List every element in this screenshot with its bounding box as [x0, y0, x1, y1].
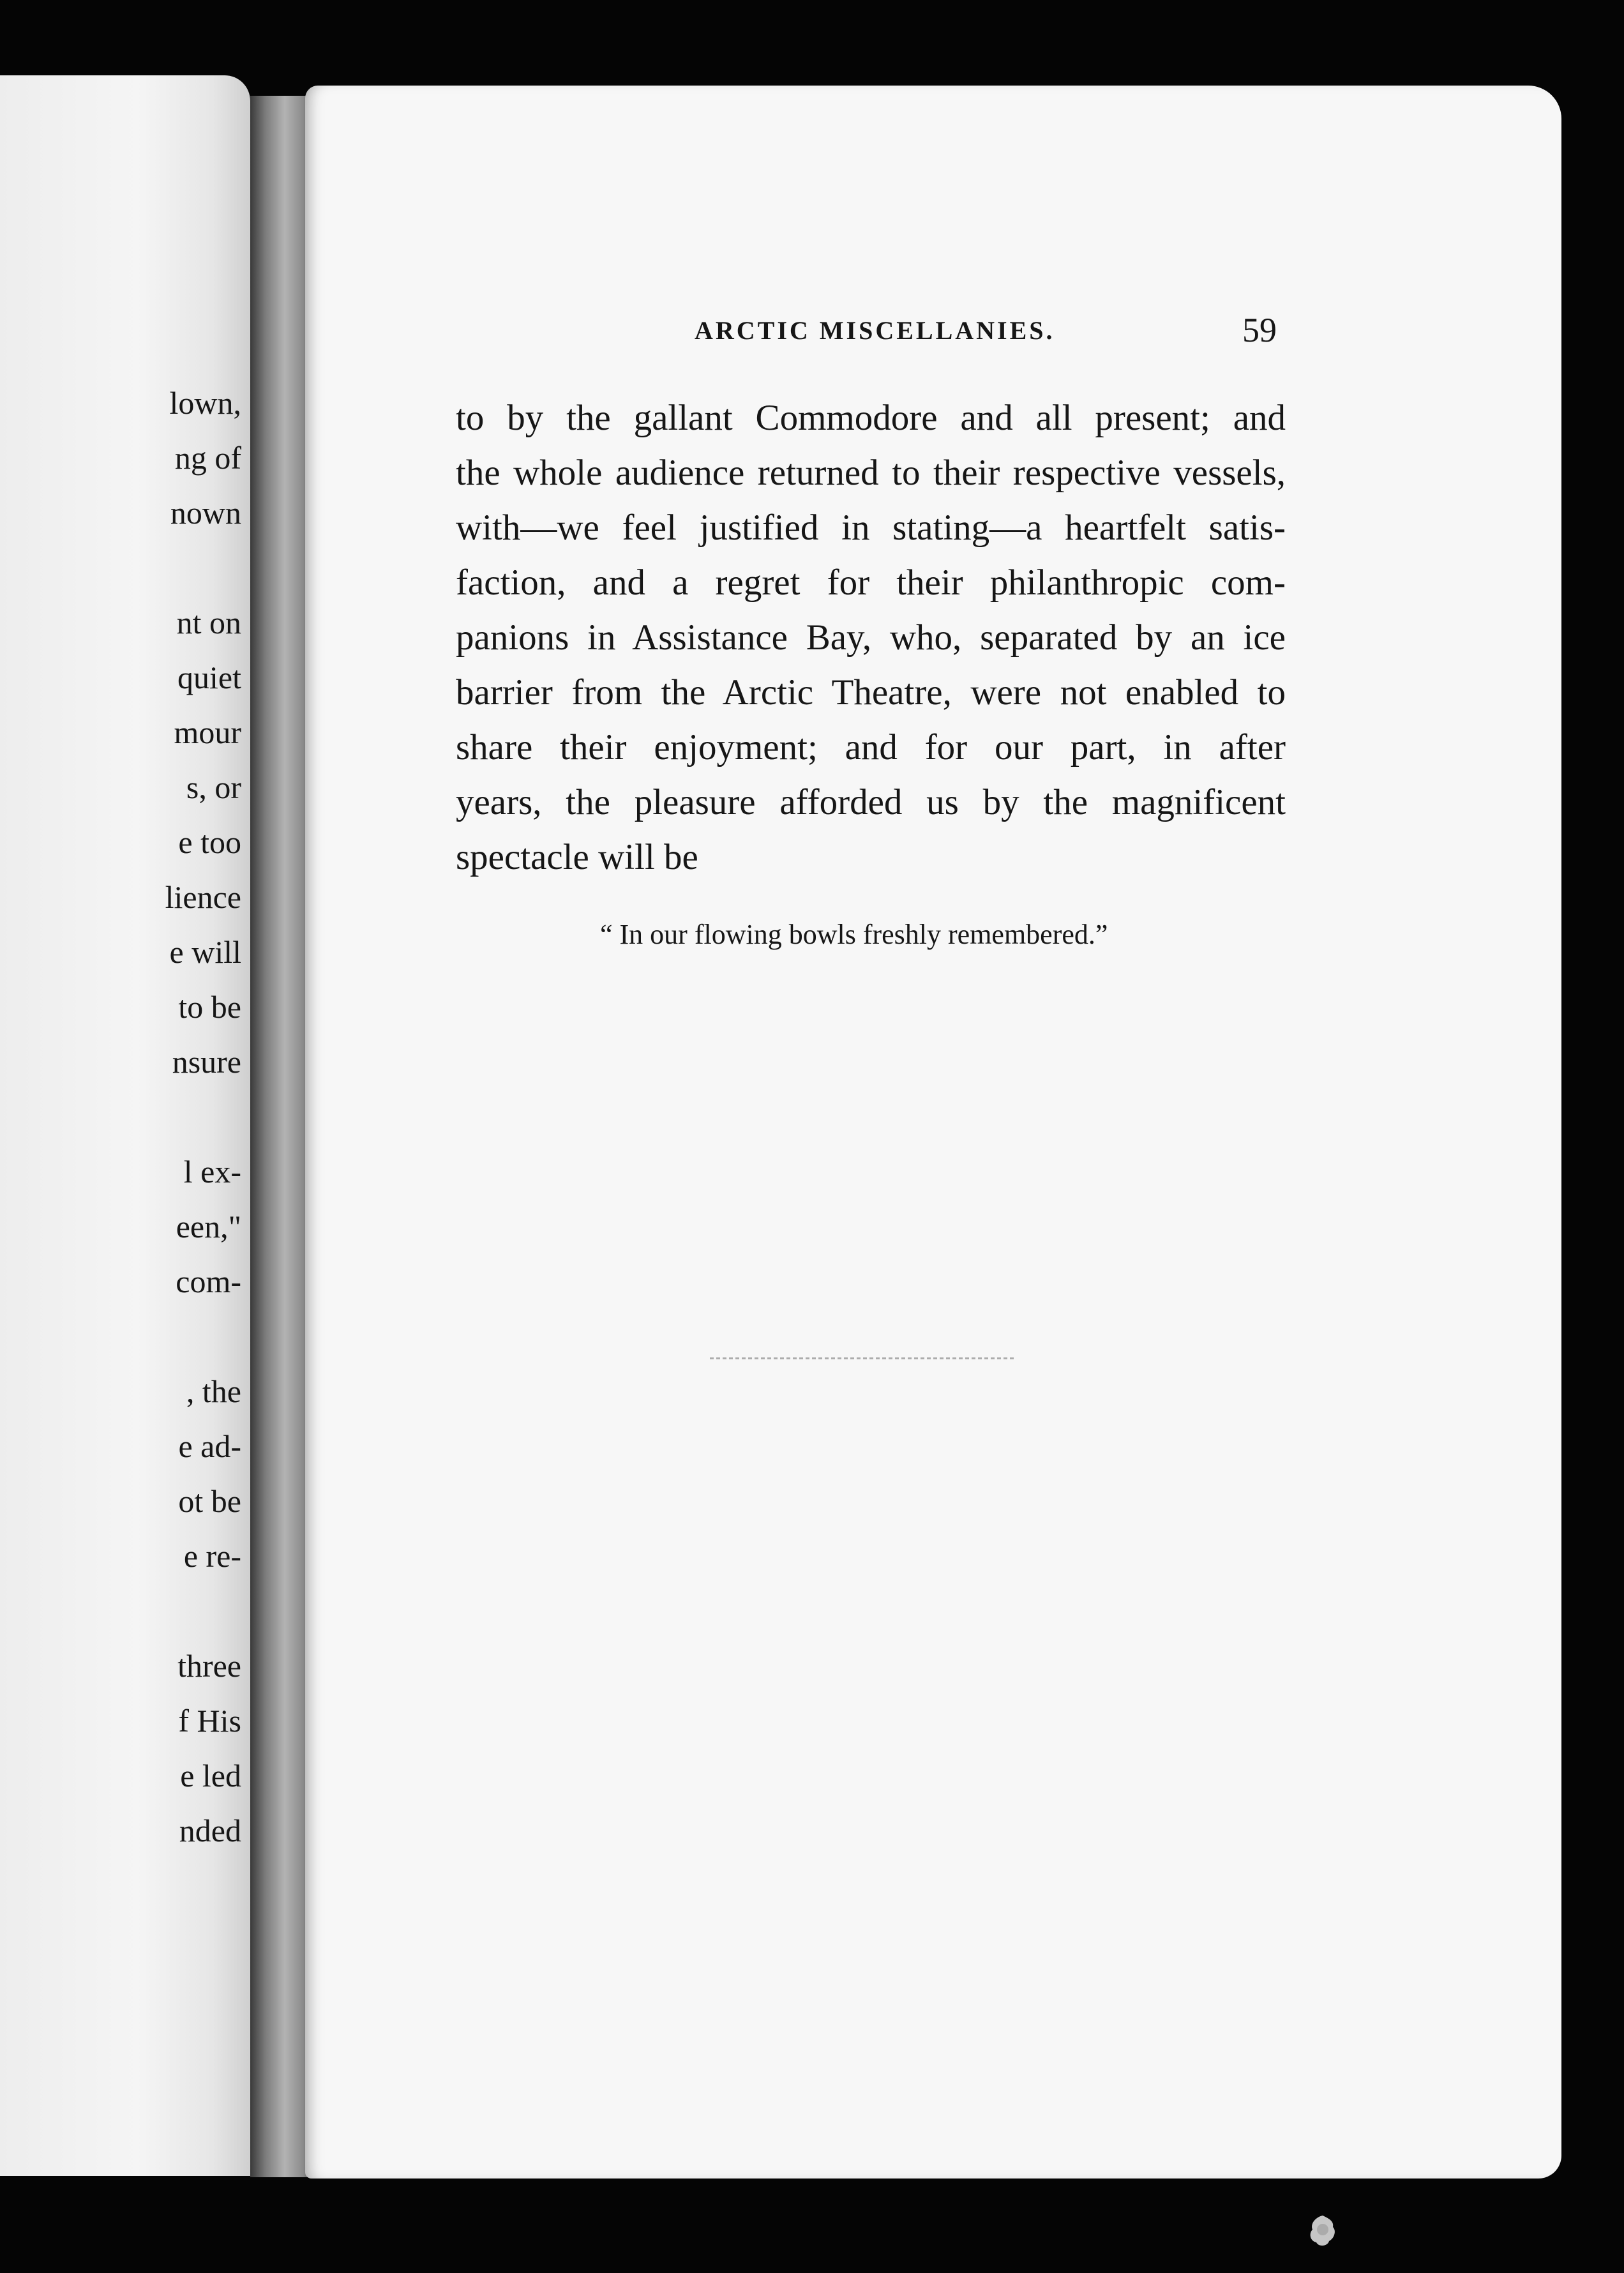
- page-number: 59: [1242, 311, 1277, 349]
- body-paragraph: [456, 391, 1286, 885]
- text-line: spectacle will be: [456, 837, 698, 877]
- left-fragment: ot be: [178, 1483, 241, 1519]
- left-fragment: quiet: [177, 660, 241, 695]
- left-fragment: s, or: [186, 769, 241, 805]
- left-fragment: [0, 1089, 241, 1144]
- text-line: to by the gallant Commodore and all present; and: [456, 398, 1286, 438]
- left-fragment: ng of: [174, 440, 241, 476]
- left-fragment: [0, 1309, 241, 1364]
- text-line: faction, and a regret for their philanthropic com-: [456, 563, 1286, 603]
- left-fragment: een,": [176, 1209, 241, 1244]
- text-line: years, the pleasure afforded us by the magnificent: [456, 782, 1286, 822]
- left-fragment: nded: [179, 1813, 241, 1848]
- left-fragment: nt on: [176, 605, 241, 640]
- left-fragment: e re-: [183, 1538, 241, 1574]
- left-fragment: mour: [174, 714, 241, 750]
- left-fragment: three: [177, 1648, 241, 1684]
- left-page: [0, 75, 250, 2176]
- left-fragment: to be: [178, 989, 241, 1025]
- left-fragment: e ad-: [178, 1428, 241, 1464]
- running-head: ARCTIC MISCELLANIES.: [695, 316, 1055, 345]
- left-fragment: e too: [178, 824, 241, 860]
- left-fragment: nown: [170, 495, 241, 531]
- book-gutter: [250, 96, 313, 2177]
- text-line: barrier from the Arctic Theatre, were not enabled to: [456, 672, 1286, 713]
- section-divider: [710, 1357, 1016, 1359]
- left-page-text-fragments: [0, 75, 241, 1858]
- left-fragment: com-: [176, 1264, 241, 1299]
- left-fragment: lience: [165, 879, 241, 915]
- library-stamp-icon: [1306, 2213, 1339, 2249]
- quotation: “ In our flowing bowls freshly remembered.”: [600, 919, 1108, 950]
- left-fragment: nsure: [172, 1044, 241, 1080]
- left-fragment: , the: [186, 1373, 241, 1409]
- left-fragment: [0, 1583, 241, 1638]
- left-fragment: [0, 540, 241, 595]
- text-line: share their enjoyment; and for our part, in after: [456, 727, 1286, 767]
- text-line: the whole audience returned to their respective vessels,: [456, 453, 1286, 493]
- left-fragment: l ex-: [183, 1154, 241, 1189]
- left-fragment: e will: [169, 934, 241, 970]
- left-fragment: f His: [178, 1703, 241, 1739]
- text-line: panions in Assistance Bay, who, separated by an ice: [456, 617, 1286, 658]
- left-fragment: lown,: [169, 385, 241, 421]
- left-fragment: e led: [180, 1758, 241, 1793]
- text-line: with—we feel justified in stating—a heartfelt satis-: [456, 508, 1286, 548]
